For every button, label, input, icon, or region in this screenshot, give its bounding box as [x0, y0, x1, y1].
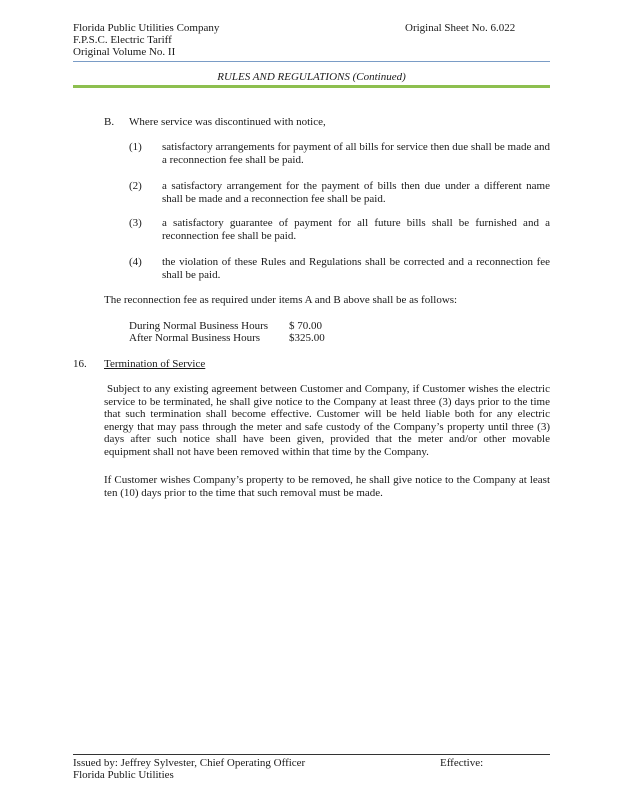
- item-b-text: Where service was discontinued with notice,: [129, 116, 326, 128]
- tariff-name: F.P.S.C. Electric Tariff: [73, 34, 172, 46]
- subitem-number: (3): [129, 217, 142, 229]
- header-left: [73, 22, 219, 58]
- volume-name: Original Volume No. II: [73, 46, 176, 58]
- subitem-number: (2): [129, 180, 142, 192]
- issued-by: Issued by: Jeffrey Sylvester, Chief Operating Officer: [73, 757, 306, 769]
- company-name: Florida Public Utilities Company: [73, 22, 220, 34]
- footer-org: Florida Public Utilities: [73, 769, 174, 781]
- subitem-text: a satisfactory guarantee of payment for all future bills shall be furnished and a reconnection fee shall be paid.: [162, 217, 550, 242]
- fee-intro: The reconnection fee as required under items A and B above shall be as follows:: [104, 294, 458, 306]
- fee-label: After Normal Business Hours: [129, 332, 261, 344]
- section-title: RULES AND REGULATIONS (Continued): [217, 71, 406, 83]
- section-heading: Termination of Service: [104, 358, 206, 370]
- fee-amount: $325.00: [289, 332, 325, 344]
- section-divider: [73, 85, 550, 88]
- subitem-text: a satisfactory arrangement for the payment of bills then due under a different name shall be made and a reconnection fee shall be paid.: [162, 180, 550, 205]
- subitem-number: (4): [129, 256, 142, 268]
- subitem-text: the violation of these Rules and Regulations shall be corrected and a reconnection fee shall be paid.: [162, 256, 550, 281]
- section-paragraph: If Customer wishes Company’s property to be removed, he shall give notice to the Company at least ten (10) days prior to the time that such removal must be made.: [104, 474, 550, 499]
- fee-amount: $ 70.00: [289, 320, 322, 332]
- subitem-number: (1): [129, 141, 142, 153]
- section-number: 16.: [73, 358, 87, 370]
- fee-label: During Normal Business Hours: [129, 320, 269, 332]
- header-divider: [73, 61, 550, 62]
- effective-label: Effective:: [440, 757, 484, 769]
- section-paragraph: Subject to any existing agreement between Customer and Company, if Customer wishes the electric service to be terminated, he shall give notice to the Company at least three (3) days prior to the time that such termination shall become effective. Customer will be held liable both for any electric energy that may pass through the meter and safe custody of the Company’s property until three (3) days after such notice shall have been given, provided that the meter and/or other movable equipment shall not have been removed within that time by the Company.: [104, 383, 550, 458]
- footer-divider: [73, 754, 550, 755]
- item-b-marker: B.: [104, 116, 115, 128]
- subitem-text: satisfactory arrangements for payment of all bills for service then due shall be made and a reconnection fee shall be paid.: [162, 141, 550, 166]
- sheet-number: Original Sheet No. 6.022: [405, 22, 516, 34]
